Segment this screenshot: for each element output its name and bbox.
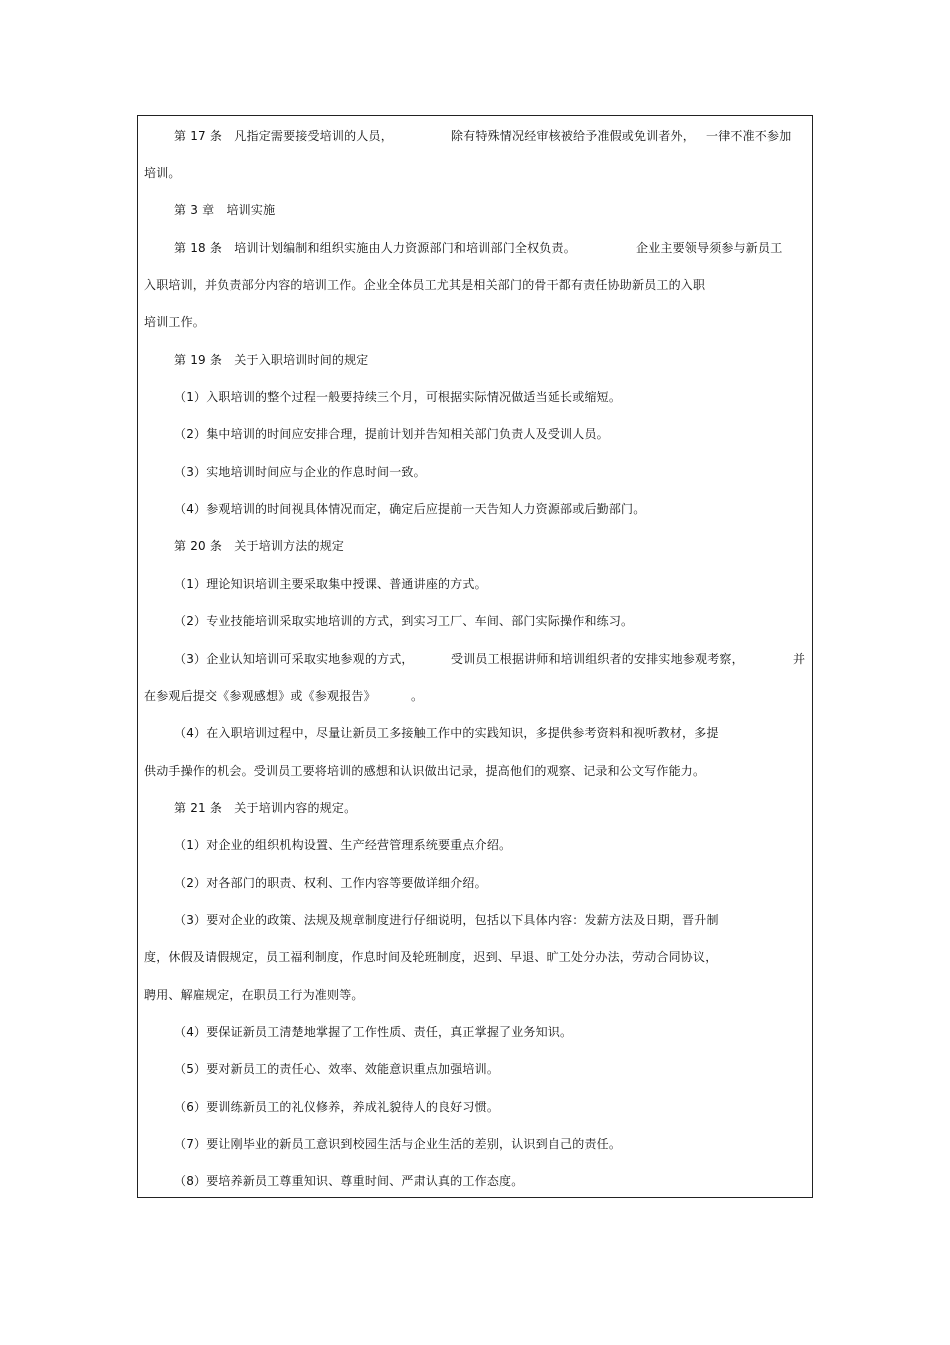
text-segment: 入职培训，并负责部分内容的培训工作。企业全体员工尤其是相关部门的骨干都有责任协助新员工的入职: [144, 278, 706, 292]
text-segment: 第 3 章 培训实施: [174, 203, 276, 217]
text-segment: 受训员工根据讲师和培训组织者的安排实地参观考察，: [451, 652, 744, 666]
text-segment: （3）要对企业的政策、法规及规章制度进行仔细说明，包括以下具体内容：发薪方法及日期，晋升制: [174, 913, 719, 927]
text-segment: 企业主要领导须参与新员工: [636, 241, 783, 255]
text-segment: 培训工作。: [144, 315, 206, 329]
text-segment: 除有特殊情况经审核被给予准假或免训者外，: [451, 129, 696, 143]
text-segment: 供动手操作的机会。受训员工要将培训的感想和认识做出记录，提高他们的观察、记录和公文写作能力。: [144, 764, 706, 778]
text-segment: （4）在入职培训过程中，尽量让新员工多接触工作中的实践知识，多提供参考资料和视听教材，多提: [174, 726, 719, 740]
text-segment: （8）要培养新员工尊重知识、尊重时间、严肃认真的工作态度。: [174, 1174, 524, 1188]
text-segment: （6）要训练新员工的礼仪修养，养成礼貌待人的良好习惯。: [174, 1100, 500, 1114]
text-segment: （2）对各部门的职责、权利、工作内容等要做详细介绍。: [174, 876, 487, 890]
text-segment: 并: [793, 652, 806, 666]
text-segment: （1）对企业的组织机构设置、生产经营管理系统要重点介绍。: [174, 838, 512, 852]
text-segment: 度，休假及请假规定，员工福利制度，作息时间及轮班制度，迟到、早退、旷工处分办法，劳动合同协议，: [144, 950, 718, 964]
text-segment: （3）企业认知培训可采取实地参观的方式，: [174, 652, 414, 666]
text-segment: 第 17 条 凡指定需要接受培训的人员，: [174, 129, 393, 143]
text-segment: （2）专业技能培训采取实地培训的方式，到实习工厂、车间、部门实际操作和练习。: [174, 614, 634, 628]
text-segment: 第 19 条 关于入职培训时间的规定: [174, 353, 369, 367]
text-segment: 聘用、解雇规定，在职员工行为准则等。: [144, 988, 364, 1002]
text-segment: 第 21 条 关于培训内容的规定。: [174, 801, 357, 815]
text-segment: 培训。: [144, 166, 181, 180]
text-segment: （4）参观培训的时间视具体情况而定，确定后应提前一天告知人力资源部或后勤部门。: [174, 502, 646, 516]
text-segment: （1）理论知识培训主要采取集中授课、普通讲座的方式。: [174, 577, 487, 591]
text-segment: 。: [411, 689, 424, 703]
text-segment: 第 18 条 培训计划编制和组织实施由人力资源部门和培训部门全权负责。: [174, 241, 576, 255]
text-segment: 第 20 条 关于培训方法的规定: [174, 539, 345, 553]
text-segment: （3）实地培训时间应与企业的作息时间一致。: [174, 465, 426, 479]
document-frame: [137, 115, 813, 1198]
text-segment: 在参观后提交《参观感想》或《参观报告》: [144, 689, 376, 703]
text-segment: （2）集中培训的时间应安排合理，提前计划并告知相关部门负责人及受训人员。: [174, 427, 609, 441]
text-segment: （1）入职培训的整个过程一般要持续三个月，可根据实际情况做适当延长或缩短。: [174, 390, 622, 404]
text-segment: （7）要让刚毕业的新员工意识到校园生活与企业生活的差别，认识到自己的责任。: [174, 1137, 622, 1151]
text-segment: （4）要保证新员工清楚地掌握了工作性质、责任，真正掌握了业务知识。: [174, 1025, 573, 1039]
text-segment: （5）要对新员工的责任心、效率、效能意识重点加强培训。: [174, 1062, 500, 1076]
text-segment: 一律不准不参加: [706, 129, 792, 143]
